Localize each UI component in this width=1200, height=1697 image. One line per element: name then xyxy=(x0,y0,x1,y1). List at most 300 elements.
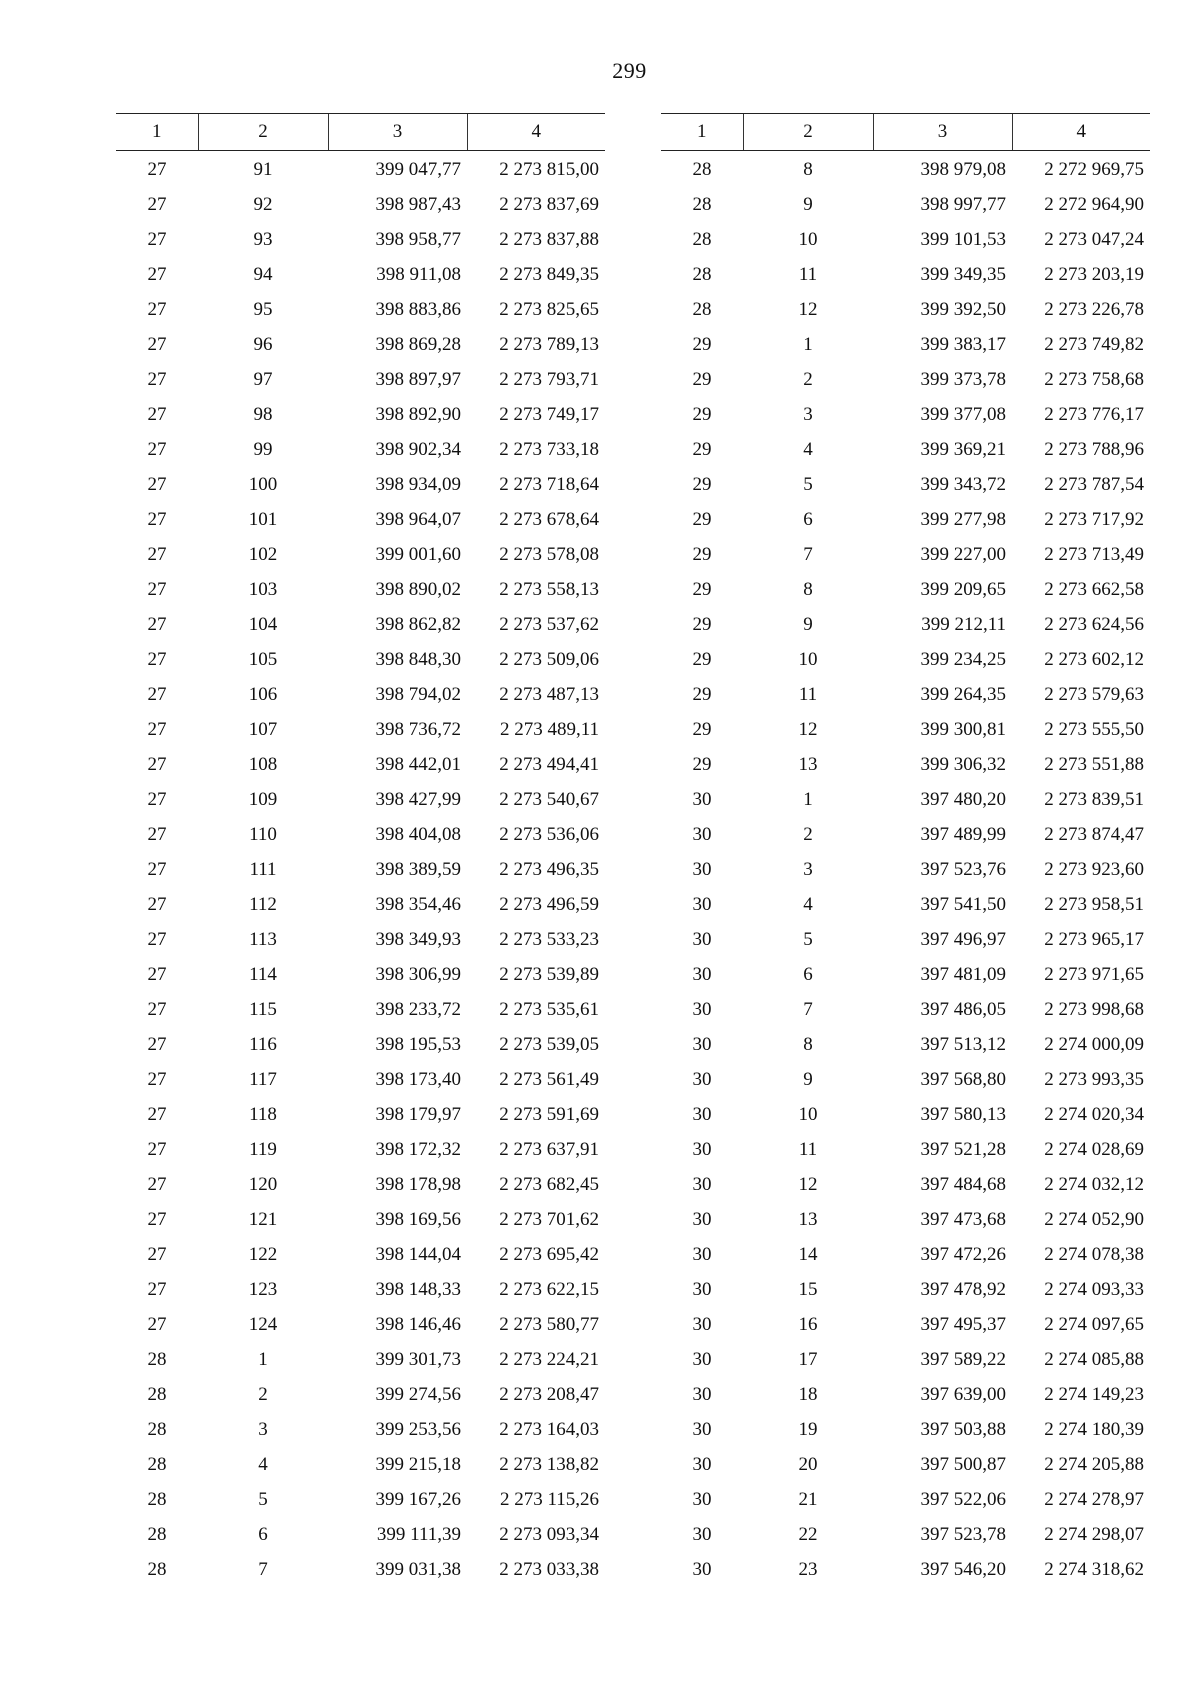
column-header: 2 xyxy=(743,114,873,151)
table-cell: 2 273 496,59 xyxy=(499,893,599,915)
table-cell: 111 xyxy=(249,858,277,880)
table-row xyxy=(661,852,1150,887)
table-cell: 6 xyxy=(803,963,813,985)
table-cell: 116 xyxy=(249,1033,277,1055)
table-cell: 8 xyxy=(803,578,813,600)
table-row xyxy=(116,782,605,817)
table-cell: 2 273 958,51 xyxy=(1044,893,1144,915)
table-row xyxy=(116,1132,605,1167)
table-cell: 398 883,86 xyxy=(375,298,461,320)
table-cell: 30 xyxy=(692,1558,712,1580)
table-cell: 29 xyxy=(692,473,712,495)
table-cell: 10 xyxy=(798,1103,818,1125)
table-cell: 2 273 624,56 xyxy=(1044,613,1144,635)
table-row xyxy=(116,151,605,188)
table-cell: 29 xyxy=(692,508,712,530)
table-cell: 18 xyxy=(798,1383,818,1405)
table-cell: 398 979,08 xyxy=(920,158,1006,180)
table-cell: 1 xyxy=(258,1348,268,1370)
table-cell: 5 xyxy=(803,928,813,950)
table-cell: 397 489,99 xyxy=(920,823,1006,845)
table-cell: 397 522,06 xyxy=(920,1488,1006,1510)
table-cell: 95 xyxy=(253,298,273,320)
table-cell: 2 274 149,23 xyxy=(1044,1383,1144,1405)
table-cell: 2 273 487,13 xyxy=(499,683,599,705)
table-row xyxy=(661,1237,1150,1272)
table-row xyxy=(661,607,1150,642)
table-cell: 399 383,17 xyxy=(920,333,1006,355)
table-row xyxy=(661,1377,1150,1412)
table-cell: 399 377,08 xyxy=(920,403,1006,425)
table-cell: 99 xyxy=(253,438,273,460)
table-cell: 27 xyxy=(147,1313,167,1335)
table-header-row xyxy=(116,114,605,151)
table-cell: 2 273 717,92 xyxy=(1044,508,1144,530)
table-cell: 28 xyxy=(692,228,712,250)
table-row xyxy=(661,362,1150,397)
column-header: 3 xyxy=(328,114,467,151)
table-cell: 398 306,99 xyxy=(375,963,461,985)
table-cell: 399 111,39 xyxy=(376,1523,461,1545)
table-row xyxy=(116,432,605,467)
table-cell: 3 xyxy=(803,403,813,425)
table-row xyxy=(116,1272,605,1307)
table-cell: 27 xyxy=(147,368,167,390)
table-cell: 109 xyxy=(248,788,278,810)
table-cell: 30 xyxy=(692,1033,712,1055)
table-cell: 2 273 561,49 xyxy=(499,1068,599,1090)
table-cell: 5 xyxy=(258,1488,268,1510)
table-cell: 397 523,78 xyxy=(920,1523,1006,1545)
table-cell: 2 273 578,08 xyxy=(499,543,599,565)
table-cell: 29 xyxy=(692,578,712,600)
table-row xyxy=(116,397,605,432)
table-cell: 2 274 052,90 xyxy=(1044,1208,1144,1230)
column-header: 1 xyxy=(661,114,743,151)
table-cell: 397 496,97 xyxy=(920,928,1006,950)
table-row xyxy=(661,1552,1150,1587)
table-cell: 2 273 701,62 xyxy=(499,1208,599,1230)
table-cell: 2 273 489,11 xyxy=(499,718,599,740)
table-cell: 30 xyxy=(692,1278,712,1300)
table-cell: 30 xyxy=(692,1103,712,1125)
table-cell: 2 274 318,62 xyxy=(1044,1558,1144,1580)
table-cell: 2 273 540,67 xyxy=(499,788,599,810)
table-cell: 2 273 539,89 xyxy=(499,963,599,985)
table-cell: 29 xyxy=(692,683,712,705)
table-cell: 399 373,78 xyxy=(920,368,1006,390)
table-cell: 399 301,73 xyxy=(375,1348,461,1370)
table-cell: 27 xyxy=(147,788,167,810)
table-cell: 399 167,26 xyxy=(375,1488,461,1510)
table-cell: 27 xyxy=(147,1278,167,1300)
table-row xyxy=(116,537,605,572)
table-cell: 29 xyxy=(692,613,712,635)
table-cell: 397 523,76 xyxy=(920,858,1006,880)
table-cell: 398 869,28 xyxy=(375,333,461,355)
table-cell: 27 xyxy=(147,1173,167,1195)
table-cell: 93 xyxy=(253,228,273,250)
table-cell: 12 xyxy=(798,1173,818,1195)
table-cell: 122 xyxy=(248,1243,278,1265)
table-cell: 398 354,46 xyxy=(375,893,461,915)
table-cell: 27 xyxy=(147,193,167,215)
table-row xyxy=(661,677,1150,712)
table-cell: 2 273 695,42 xyxy=(499,1243,599,1265)
table-cell: 398 997,77 xyxy=(920,193,1006,215)
table-row xyxy=(661,887,1150,922)
table-cell: 13 xyxy=(798,1208,818,1230)
table-cell: 9 xyxy=(803,193,813,215)
table-cell: 398 349,93 xyxy=(375,928,461,950)
table-cell: 27 xyxy=(147,578,167,600)
table-cell: 28 xyxy=(147,1488,167,1510)
table-cell: 27 xyxy=(147,858,167,880)
table-cell: 30 xyxy=(692,998,712,1020)
table-cell: 398 934,09 xyxy=(375,473,461,495)
table-row xyxy=(116,1062,605,1097)
table-cell: 28 xyxy=(147,1523,167,1545)
table-cell: 399 343,72 xyxy=(920,473,1006,495)
column-header: 1 xyxy=(116,114,198,151)
table-cell: 108 xyxy=(248,753,278,775)
table-row xyxy=(116,1342,605,1377)
table-row xyxy=(116,1202,605,1237)
table-cell: 1 xyxy=(803,788,813,810)
table-cell: 2 273 733,18 xyxy=(499,438,599,460)
table-row xyxy=(661,151,1150,188)
table-row xyxy=(116,1517,605,1552)
table-row xyxy=(661,747,1150,782)
table-cell: 30 xyxy=(692,963,712,985)
table-cell: 2 273 115,26 xyxy=(499,1488,599,1510)
table-row xyxy=(661,397,1150,432)
table-row xyxy=(116,817,605,852)
table-cell: 2 273 138,82 xyxy=(499,1453,599,1475)
table-cell: 399 234,25 xyxy=(920,648,1006,670)
table-cell: 91 xyxy=(253,158,273,180)
table-row xyxy=(661,1062,1150,1097)
table-row xyxy=(661,1202,1150,1237)
table-row xyxy=(661,1307,1150,1342)
table-row xyxy=(661,257,1150,292)
table-cell: 106 xyxy=(248,683,278,705)
table-cell: 398 911,08 xyxy=(376,263,461,285)
table-cell: 17 xyxy=(798,1348,818,1370)
table-cell: 96 xyxy=(253,333,273,355)
table-cell: 107 xyxy=(248,718,278,740)
table-cell: 27 xyxy=(147,1068,167,1090)
table-cell: 398 794,02 xyxy=(375,683,461,705)
table-row xyxy=(661,1167,1150,1202)
table-cell: 398 958,77 xyxy=(375,228,461,250)
table-cell: 30 xyxy=(692,1208,712,1230)
table-cell: 397 472,26 xyxy=(920,1243,1006,1265)
table-cell: 117 xyxy=(249,1068,277,1090)
table-cell: 398 169,56 xyxy=(375,1208,461,1230)
table-cell: 398 890,02 xyxy=(375,578,461,600)
table-cell: 2 273 591,69 xyxy=(499,1103,599,1125)
table-cell: 397 580,13 xyxy=(920,1103,1006,1125)
table-cell: 100 xyxy=(248,473,278,495)
table-cell: 399 300,81 xyxy=(920,718,1006,740)
table-cell: 2 274 028,69 xyxy=(1044,1138,1144,1160)
table-cell: 27 xyxy=(147,1243,167,1265)
table-row xyxy=(116,222,605,257)
table-cell: 11 xyxy=(798,263,818,285)
table-cell: 92 xyxy=(253,193,273,215)
table-cell: 397 478,92 xyxy=(920,1278,1006,1300)
table-row xyxy=(661,642,1150,677)
table-cell: 113 xyxy=(249,928,277,950)
table-cell: 2 273 539,05 xyxy=(499,1033,599,1055)
table-cell: 8 xyxy=(803,1033,813,1055)
table-cell: 398 195,53 xyxy=(375,1033,461,1055)
table-header-row xyxy=(661,114,1150,151)
table-cell: 101 xyxy=(248,508,278,530)
table-cell: 397 486,05 xyxy=(920,998,1006,1020)
table-body-left xyxy=(116,151,605,1588)
table-cell: 397 639,00 xyxy=(920,1383,1006,1405)
table-cell: 2 xyxy=(803,823,813,845)
table-cell: 398 736,72 xyxy=(375,718,461,740)
table-cell: 27 xyxy=(147,718,167,740)
table-row xyxy=(116,607,605,642)
table-row xyxy=(116,1237,605,1272)
table-cell: 399 253,56 xyxy=(375,1418,461,1440)
table-cell: 27 xyxy=(147,893,167,915)
table-cell: 103 xyxy=(248,578,278,600)
table-cell: 398 233,72 xyxy=(375,998,461,1020)
table-cell: 30 xyxy=(692,1523,712,1545)
table-cell: 399 264,35 xyxy=(920,683,1006,705)
table-cell: 1 xyxy=(803,333,813,355)
table-cell: 2 273 749,17 xyxy=(499,403,599,425)
table-cell: 2 273 815,00 xyxy=(499,158,599,180)
table-cell: 14 xyxy=(798,1243,818,1265)
table-row xyxy=(116,187,605,222)
table-cell: 30 xyxy=(692,788,712,810)
table-cell: 2 273 208,47 xyxy=(499,1383,599,1405)
table-cell: 397 484,68 xyxy=(920,1173,1006,1195)
table-row xyxy=(116,992,605,1027)
table-cell: 399 274,56 xyxy=(375,1383,461,1405)
table-cell: 12 xyxy=(798,298,818,320)
table-row xyxy=(116,467,605,502)
table-cell: 115 xyxy=(249,998,277,1020)
table-cell: 2 273 602,12 xyxy=(1044,648,1144,670)
table-cell: 2 273 825,65 xyxy=(499,298,599,320)
table-row xyxy=(116,1377,605,1412)
table-cell: 398 179,97 xyxy=(375,1103,461,1125)
table-cell: 2 273 713,49 xyxy=(1044,543,1144,565)
table-cell: 22 xyxy=(798,1523,818,1545)
table-cell: 30 xyxy=(692,1383,712,1405)
table-row xyxy=(116,852,605,887)
table-cell: 399 227,00 xyxy=(920,543,1006,565)
table-row xyxy=(116,257,605,292)
table-cell: 28 xyxy=(147,1418,167,1440)
table-row xyxy=(661,1027,1150,1062)
table-cell: 27 xyxy=(147,228,167,250)
table-cell: 397 513,12 xyxy=(920,1033,1006,1055)
table-cell: 2 274 180,39 xyxy=(1044,1418,1144,1440)
table-cell: 398 848,30 xyxy=(375,648,461,670)
table-cell: 21 xyxy=(798,1488,818,1510)
table-cell: 27 xyxy=(147,753,167,775)
table-cell: 2 273 536,06 xyxy=(499,823,599,845)
table-cell: 399 047,77 xyxy=(375,158,461,180)
table-cell: 2 273 776,17 xyxy=(1044,403,1144,425)
table-row xyxy=(116,712,605,747)
column-header: 4 xyxy=(467,114,605,151)
table-cell: 3 xyxy=(258,1418,268,1440)
table-cell: 28 xyxy=(692,193,712,215)
table-row xyxy=(116,747,605,782)
table-cell: 2 274 000,09 xyxy=(1044,1033,1144,1055)
table-cell: 23 xyxy=(798,1558,818,1580)
table-cell: 7 xyxy=(803,998,813,1020)
table-cell: 98 xyxy=(253,403,273,425)
table-cell: 4 xyxy=(258,1453,268,1475)
table-cell: 2 273 535,61 xyxy=(499,998,599,1020)
table-cell: 30 xyxy=(692,1488,712,1510)
table-cell: 30 xyxy=(692,928,712,950)
table-cell: 27 xyxy=(147,543,167,565)
table-cell: 397 546,20 xyxy=(920,1558,1006,1580)
table-cell: 2 274 078,38 xyxy=(1044,1243,1144,1265)
table-cell: 27 xyxy=(147,438,167,460)
table-row xyxy=(116,922,605,957)
table-cell: 28 xyxy=(147,1453,167,1475)
table-cell: 97 xyxy=(253,368,273,390)
table-cell: 94 xyxy=(253,263,273,285)
table-row xyxy=(661,222,1150,257)
table-cell: 27 xyxy=(147,1033,167,1055)
table-cell: 398 148,33 xyxy=(375,1278,461,1300)
table-cell: 2 273 637,91 xyxy=(499,1138,599,1160)
table-cell: 114 xyxy=(249,963,277,985)
table-row xyxy=(116,1097,605,1132)
table-cell: 2 273 793,71 xyxy=(499,368,599,390)
table-row xyxy=(661,957,1150,992)
table-cell: 29 xyxy=(692,648,712,670)
table-row xyxy=(116,572,605,607)
table-row xyxy=(661,467,1150,502)
table-cell: 2 273 839,51 xyxy=(1044,788,1144,810)
table-cell: 2 273 849,35 xyxy=(499,263,599,285)
table-cell: 399 001,60 xyxy=(375,543,461,565)
table-cell: 399 212,11 xyxy=(921,613,1006,635)
table-cell: 399 031,38 xyxy=(375,1558,461,1580)
table-cell: 118 xyxy=(249,1103,277,1125)
table-row xyxy=(661,502,1150,537)
table-cell: 2 273 837,88 xyxy=(499,228,599,250)
page-number: 299 xyxy=(612,58,647,83)
table-row xyxy=(661,922,1150,957)
table-cell: 398 146,46 xyxy=(375,1313,461,1335)
table-cell: 2 273 662,58 xyxy=(1044,578,1144,600)
table-row xyxy=(661,1132,1150,1167)
table-row xyxy=(116,1167,605,1202)
table-cell: 2 274 020,34 xyxy=(1044,1103,1144,1125)
table-cell: 29 xyxy=(692,718,712,740)
table-row xyxy=(661,1517,1150,1552)
table-cell: 2 273 787,54 xyxy=(1044,473,1144,495)
table-cell: 27 xyxy=(147,648,167,670)
table-cell: 2 273 047,24 xyxy=(1044,228,1144,250)
table-row xyxy=(116,292,605,327)
table-cell: 105 xyxy=(248,648,278,670)
table-cell: 29 xyxy=(692,438,712,460)
table-cell: 2 273 558,13 xyxy=(499,578,599,600)
table-cell: 2 273 789,13 xyxy=(499,333,599,355)
table-cell: 2 273 682,45 xyxy=(499,1173,599,1195)
table-cell: 30 xyxy=(692,1418,712,1440)
table-cell: 2 273 923,60 xyxy=(1044,858,1144,880)
table-row xyxy=(661,292,1150,327)
table-row xyxy=(116,1027,605,1062)
table-body-right xyxy=(661,151,1150,1588)
table-cell: 27 xyxy=(147,298,167,320)
table-cell: 2 272 969,75 xyxy=(1044,158,1144,180)
table-cell: 28 xyxy=(147,1348,167,1370)
table-row xyxy=(661,327,1150,362)
table-cell: 2 274 278,97 xyxy=(1044,1488,1144,1510)
table-cell: 398 144,04 xyxy=(375,1243,461,1265)
table-cell: 399 101,53 xyxy=(920,228,1006,250)
table-cell: 2 274 205,88 xyxy=(1044,1453,1144,1475)
table-cell: 2 273 749,82 xyxy=(1044,333,1144,355)
table-cell: 2 273 971,65 xyxy=(1044,963,1144,985)
table-cell: 28 xyxy=(147,1558,167,1580)
table-cell: 2 273 551,88 xyxy=(1044,753,1144,775)
table-cell: 27 xyxy=(147,963,167,985)
table-cell: 27 xyxy=(147,1208,167,1230)
table-cell: 30 xyxy=(692,893,712,915)
table-cell: 397 495,37 xyxy=(920,1313,1006,1335)
table-cell: 397 589,22 xyxy=(920,1348,1006,1370)
table-cell: 2 274 093,33 xyxy=(1044,1278,1144,1300)
table-cell: 6 xyxy=(803,508,813,530)
table-cell: 2 273 203,19 xyxy=(1044,263,1144,285)
table-cell: 28 xyxy=(692,298,712,320)
table-cell: 2 273 224,21 xyxy=(499,1348,599,1370)
table-cell: 27 xyxy=(147,1103,167,1125)
table-cell: 397 480,20 xyxy=(920,788,1006,810)
table-cell: 2 272 964,90 xyxy=(1044,193,1144,215)
table-cell: 2 273 580,77 xyxy=(499,1313,599,1335)
table-cell: 397 503,88 xyxy=(920,1418,1006,1440)
table-cell: 30 xyxy=(692,1453,712,1475)
table-cell: 3 xyxy=(803,858,813,880)
table-cell: 399 349,35 xyxy=(920,263,1006,285)
table-row xyxy=(661,1447,1150,1482)
table-cell: 2 273 093,34 xyxy=(499,1523,599,1545)
table-cell: 119 xyxy=(249,1138,277,1160)
table-cell: 30 xyxy=(692,1173,712,1195)
table-cell: 398 897,97 xyxy=(375,368,461,390)
table-cell: 27 xyxy=(147,263,167,285)
table-cell: 2 274 298,07 xyxy=(1044,1523,1144,1545)
table-cell: 12 xyxy=(798,718,818,740)
table-cell: 398 442,01 xyxy=(375,753,461,775)
table-cell: 124 xyxy=(248,1313,278,1335)
table-cell: 28 xyxy=(692,263,712,285)
table-row xyxy=(661,1272,1150,1307)
table-cell: 27 xyxy=(147,823,167,845)
table-cell: 397 521,28 xyxy=(920,1138,1006,1160)
